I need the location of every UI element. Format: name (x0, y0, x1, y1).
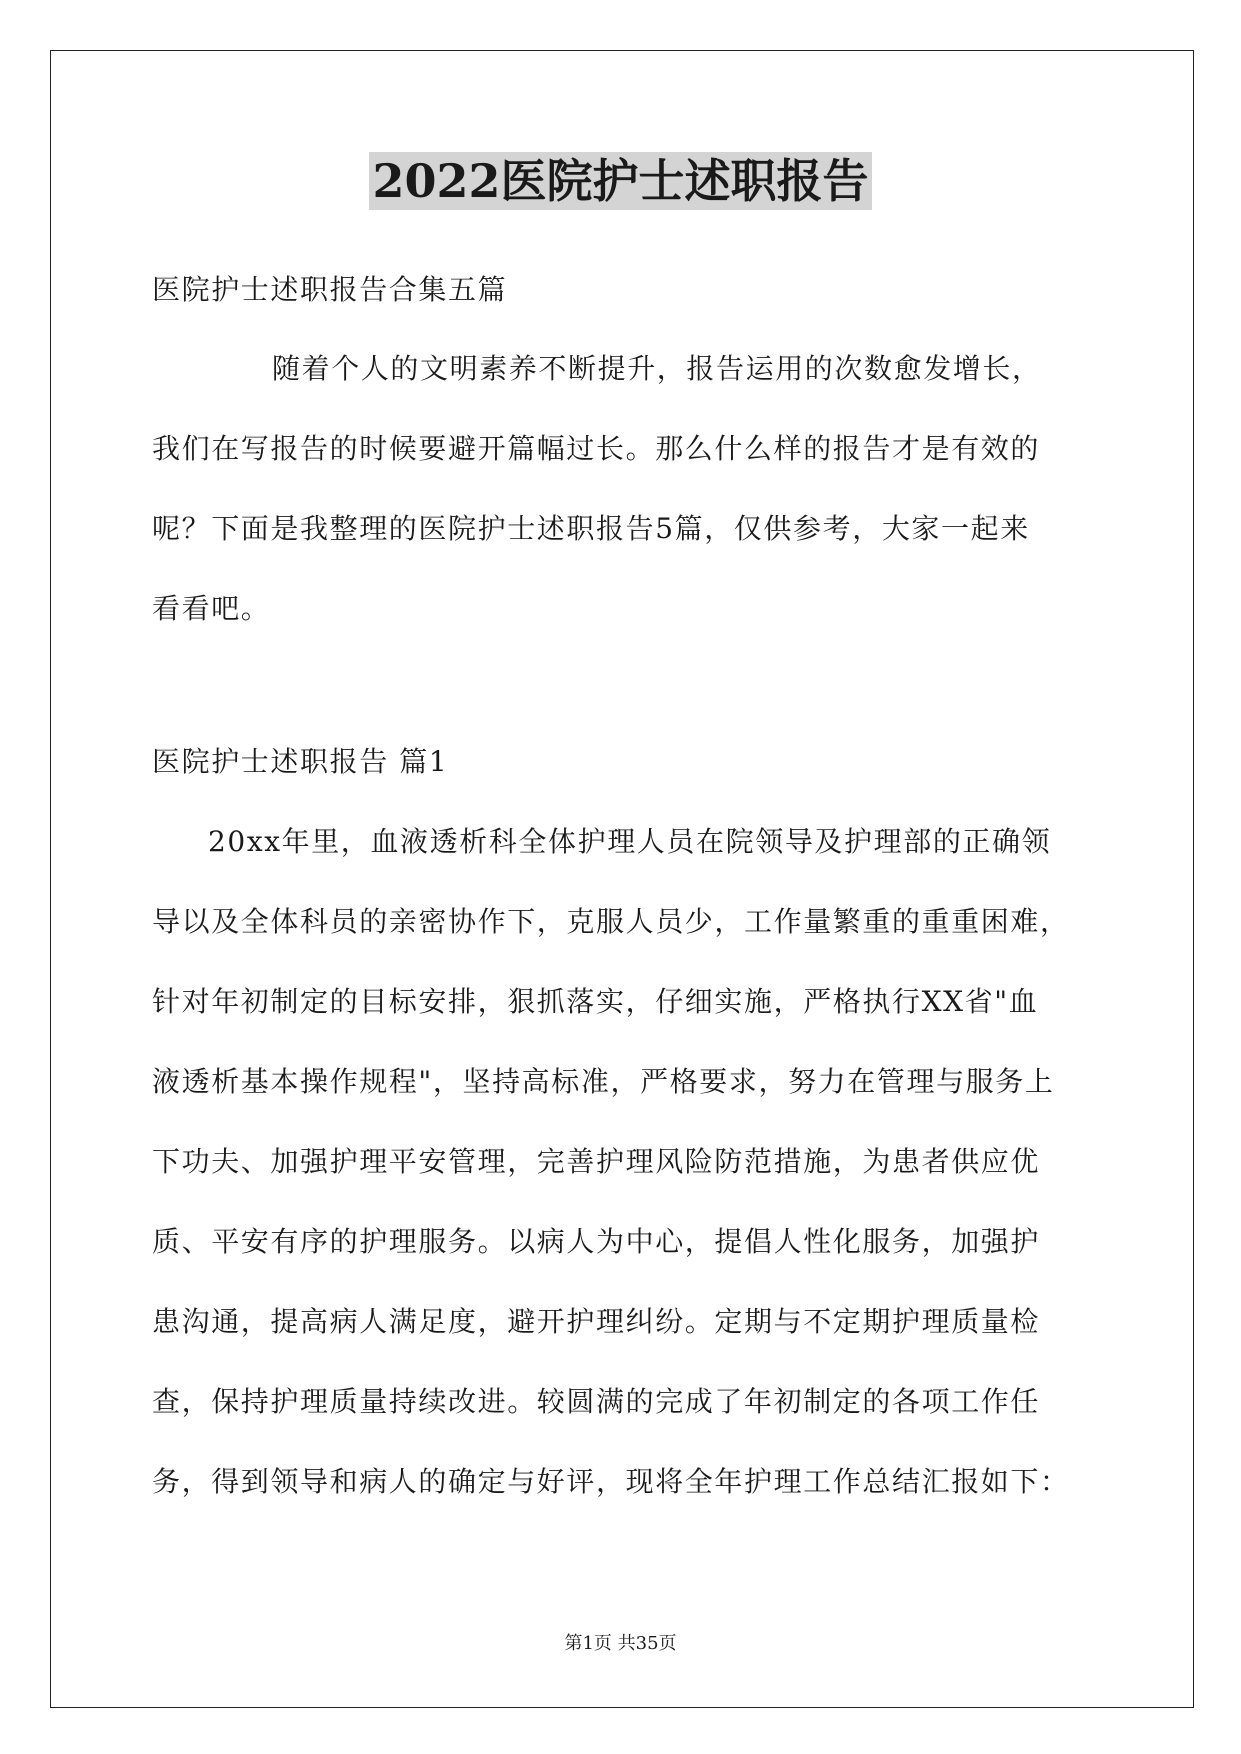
intro-line: 呢？下面是我整理的医院护士述职报告5篇，仅供参考，大家一起来 (152, 512, 1030, 545)
body-line: 导以及全体科员的亲密协作下，克服人员少，工作量繁重的重重困难， (152, 905, 1070, 938)
title-container (0, 152, 1241, 210)
body-line: 务，得到领导和病人的确定与好评，现将全年护理工作总结汇报如下： (152, 1465, 1070, 1498)
document-subtitle: 医院护士述职报告合集五篇 (152, 273, 508, 306)
intro-line: 随着个人的文明素养不断提升，报告运用的次数愈发增长， (272, 352, 1042, 385)
body-line: 针对年初制定的目标安排，狠抓落实，仔细实施，严格执行XX省"血 (152, 985, 1039, 1018)
body-line: 查，保持护理质量持续改进。较圆满的完成了年初制定的各项工作任 (152, 1385, 1041, 1418)
intro-line: 我们在写报告的时候要避开篇幅过长。那么什么样的报告才是有效的 (152, 432, 1041, 465)
page-footer: 第1页 共35页 (564, 1633, 677, 1654)
section-heading: 医院护士述职报告 篇1 (152, 745, 449, 778)
body-line: 20xx年里，血液透析科全体护理人员在院领导及护理部的正确领 (208, 825, 1052, 858)
body-line: 患沟通，提高病人满足度，避开护理纠纷。定期与不定期护理质量检 (152, 1305, 1041, 1338)
body-line: 液透析基本操作规程"，坚持高标准，严格要求，努力在管理与服务上 (152, 1065, 1055, 1098)
document-title: 2022医院护士述职报告 (369, 152, 871, 210)
body-line: 质、平安有序的护理服务。以病人为中心，提倡人性化服务，加强护 (152, 1225, 1041, 1258)
intro-line: 看看吧。 (152, 592, 271, 625)
body-line: 下功夫、加强护理平安管理，完善护理风险防范措施，为患者供应优 (152, 1145, 1041, 1178)
